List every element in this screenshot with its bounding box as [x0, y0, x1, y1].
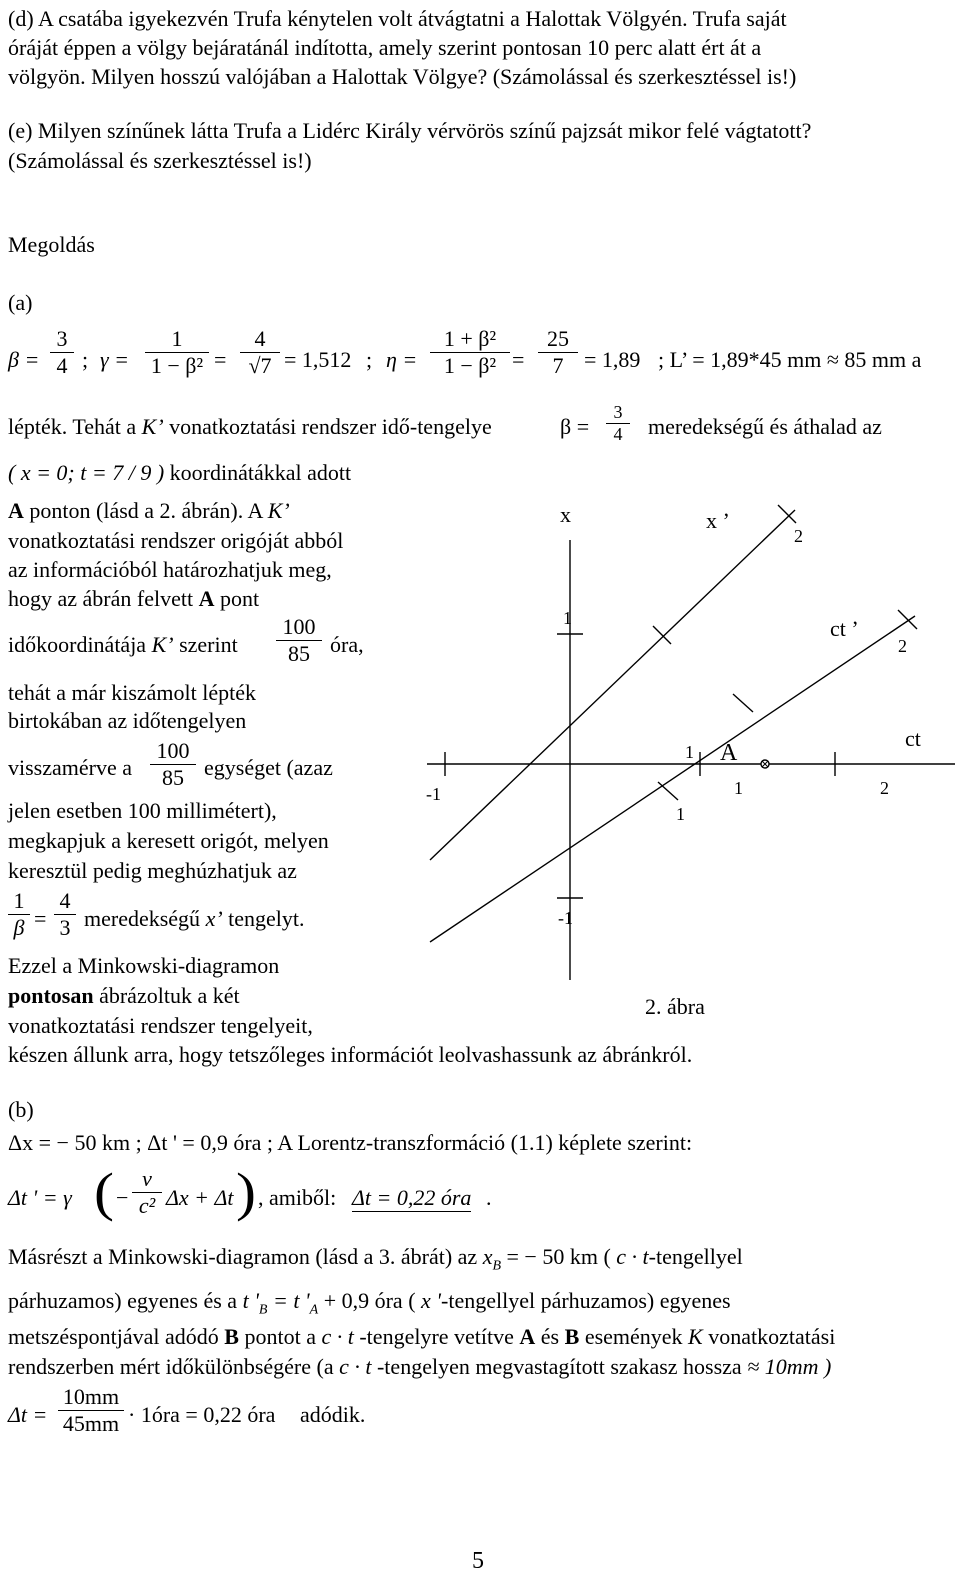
solution-heading: Megoldás: [8, 232, 95, 257]
frac-100-85-a: $\frac{100}{85}$: [276, 614, 322, 667]
gamma2-fraction: $\frac{4}{√7}$: [240, 326, 280, 379]
text-l8b: egységet (azaz: [204, 755, 333, 780]
xprime-axis-label: x ’: [706, 508, 730, 533]
text-l3: az információból határozhatjuk meg,: [8, 557, 332, 582]
ctprime-axis-line: [430, 616, 915, 942]
lepte-line: lépték. Tehát a K’ vonatkoztatási rendszer idő-tengelye: [8, 414, 492, 439]
v-over-c2: $\frac{v}{\text{c²}}$: [132, 1166, 162, 1219]
problem-e-line1: (e) Milyen színűnek látta Trufa a Lidérc Király vérvörös színű pajzsát mikor felé vágtatott?: [8, 118, 812, 143]
text-l14: pontosan ábrázoltuk a két: [8, 983, 240, 1008]
problem-d-line1: (d) A csatába igyekezvén Trufa kénytelen volt átvágtatni a Halottak Völgyén. Trufa saját: [8, 6, 787, 31]
part-b-line3: Másrészt a Minkowski-diagramon (lásd a 3. ábrát) az $x_B$ = − 50 km ( c · t-tengellyel: [8, 1244, 743, 1274]
dt-lhs: Δt =: [8, 1402, 48, 1427]
text-l2: vonatkoztatási rendszer origóját abból: [8, 528, 344, 553]
sep2: ;: [366, 347, 373, 372]
text-l11: keresztül pedig meghúzhatjuk az: [8, 858, 297, 883]
tick-ct-1: 1: [734, 778, 743, 798]
text-l12: meredekségű x’ tengelyt.: [84, 906, 305, 931]
beta2-fraction: $\frac{3}{4}$: [606, 402, 630, 445]
text-l4: hogy az ábrán felvett A pont: [8, 586, 260, 611]
text-l6: tehát a már kiszámolt lépték: [8, 680, 257, 705]
coords-line: ( x = 0; t = 7 / 9 ) koordinátákkal adott: [8, 460, 352, 485]
gamma-value: = 1,512: [284, 347, 352, 372]
beta-sym: β =: [560, 414, 590, 439]
x-axis-label: x: [560, 502, 571, 527]
lorentz-rhs: Δx + Δt: [166, 1185, 234, 1210]
event-a-label: A: [720, 740, 738, 766]
text-l7: birtokában az időtengelyen: [8, 708, 247, 733]
beta-fraction: $\frac{3}{4}$: [50, 326, 74, 379]
text-l5: időkoordinátája K’ szerint: [8, 632, 238, 657]
part-b-line4: párhuzamos) egyenes és a t '$_B = t$ '$_A + 0,9$ óra ( x '-tengellyel párhuzamos) egyenes: [8, 1288, 731, 1318]
part-a-label: (a): [8, 290, 33, 315]
eta-lhs: η =: [386, 347, 418, 372]
figure-caption: 2. ábra: [645, 994, 705, 1019]
frac-1-beta: $\frac{1}{\beta}$: [8, 888, 30, 941]
xprime-axis-line: [430, 510, 795, 860]
tick-ctp-2: 2: [898, 636, 907, 656]
text-l8: visszamérve a: [8, 755, 132, 780]
ctprime-axis-label: ct ’: [830, 616, 859, 641]
paren-left: (: [94, 1162, 114, 1222]
text-l10: megkapjuk a keresett origót, melyen: [8, 828, 329, 853]
lorentz-lhs: Δt ' = γ: [8, 1185, 72, 1210]
problem-e-line2: (Számolással és szerkesztéssel is!): [8, 148, 312, 173]
text-l1: A ponton (lásd a 2. ábrán). A K’: [8, 498, 290, 523]
mm-fraction: $\frac{10mm}{45mm}$: [58, 1384, 124, 1437]
gamma-fraction: $\frac{1}{\text{1 − β²}}$: [145, 326, 209, 379]
part-b-line6: rendszerben mért időkülönbségére (a c · t -tengelyen megvastagított szakasz hossza ≈ 10mm ): [8, 1354, 832, 1379]
gamma-lhs: γ =: [100, 347, 130, 372]
paren-right: ): [236, 1162, 256, 1222]
lorentz-amibol: , amiből:: [258, 1185, 337, 1210]
part-b-line5: metszéspontjával adódó B pontot a c · t -tengelyre vetítve A és B események K vonatkoztatási: [8, 1324, 836, 1349]
page-number: 5: [472, 1548, 484, 1574]
dt-result: Δt = 0,22 óra: [352, 1185, 472, 1210]
tick-ct-minus1: -1: [426, 784, 441, 804]
problem-d-line3: völgyön. Milyen hosszú valójában a Halottak Völgye? (Számolással és szerkesztéssel is!): [8, 64, 797, 89]
tick-xp-1: 1: [676, 804, 685, 824]
text-l9: jelen esetben 100 millimétert),: [8, 798, 277, 823]
part-b-line1: Δx = − 50 km ; Δt ' = 0,9 óra ; A Lorentz-transzformáció (1.1) képlete szerint:: [8, 1130, 693, 1155]
adodik: adódik.: [300, 1402, 366, 1427]
frac-100-85-b: $\frac{100}{85}$: [150, 738, 196, 791]
eq1: =: [214, 347, 227, 372]
text-l16: készen állunk arra, hogy tetszőleges információt leolvashassunk az ábránkról.: [8, 1042, 693, 1067]
eta2-fraction: $\frac{25}{7}$: [538, 326, 578, 379]
text-l15: vonatkoztatási rendszer tengelyeit,: [8, 1013, 313, 1038]
minus-sign: −: [116, 1185, 129, 1210]
tick-x-1: 1: [563, 608, 572, 628]
slope-text: meredekségű és áthalad az: [648, 414, 882, 439]
part-b-label: (b): [8, 1097, 34, 1122]
tick-ctp-1: 1: [685, 742, 694, 762]
eq3: =: [34, 906, 47, 931]
frac-4-3: $\frac{4}{3}$: [54, 888, 76, 941]
tick-xp-2: 2: [794, 526, 803, 546]
ct-axis-label: ct: [905, 726, 921, 751]
dt-rhs: · 1óra = 0,22 óra: [128, 1402, 276, 1427]
scale-text: ; L’ = 1,89*45 mm ≈ 85 mm a: [658, 347, 922, 372]
beta-lhs: β =: [8, 347, 40, 372]
tick-ct-2: 2: [880, 778, 889, 798]
sep1: ;: [82, 347, 89, 372]
text-l5c: óra,: [330, 632, 364, 657]
period: .: [486, 1185, 492, 1210]
eta-value: = 1,89: [584, 347, 641, 372]
problem-d-line2: óráját éppen a völgy bejáratánál indította, amely szerint pontosan 10 perc alatt ért át a: [8, 35, 762, 60]
text-l13: Ezzel a Minkowski-diagramon: [8, 953, 280, 978]
eta-fraction: $\frac{\text{1 + β²}}{\text{1 − β²}}$: [430, 326, 510, 379]
eq2: =: [512, 347, 525, 372]
tick-x-minus1: -1: [558, 908, 573, 928]
